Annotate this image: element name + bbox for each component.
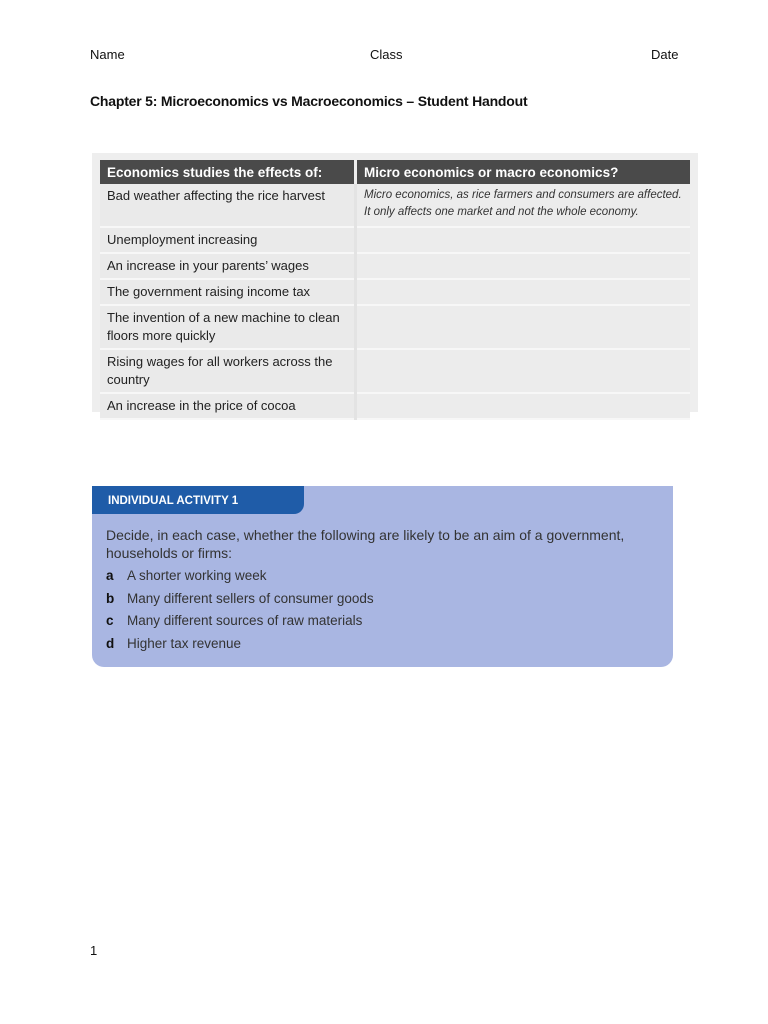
answer-cell: [356, 305, 691, 349]
individual-activity-box: [92, 486, 673, 667]
column-header-effects: Economics studies the effects of:: [100, 160, 356, 184]
answer-cell: Micro economics, as rice farmers and consumers are affected. It only affects one market and not the whole economy.: [356, 184, 691, 227]
table-row: [100, 279, 690, 305]
answer-cell: [356, 253, 691, 279]
item-text: Many different sources of raw materials: [127, 613, 363, 628]
name-label: Name: [90, 47, 125, 62]
table-row: [100, 184, 690, 227]
date-label: Date: [651, 47, 679, 62]
economics-table: [100, 160, 690, 420]
effect-cell: Bad weather affecting the rice harvest: [100, 184, 356, 227]
item-letter: d: [106, 636, 115, 651]
economics-table-image: [92, 153, 698, 412]
item-text: Higher tax revenue: [127, 636, 242, 651]
answer-cell: [356, 393, 691, 419]
activity-item: [106, 591, 374, 606]
effect-cell: An increase in the price of cocoa: [100, 393, 356, 419]
effect-cell: The government raising income tax: [100, 279, 356, 305]
activity-item: [106, 568, 267, 583]
table-row: [100, 393, 690, 419]
activity-intro: Decide, in each case, whether the following are likely to be an aim of a government, households or firms:: [106, 527, 625, 561]
item-letter: b: [106, 591, 115, 606]
activity-item: [106, 636, 241, 651]
effect-cell: An increase in your parents’ wages: [100, 253, 356, 279]
table-row: [100, 349, 690, 393]
item-text: A shorter working week: [127, 568, 267, 583]
table-header-row: [100, 160, 690, 184]
table-row: [100, 253, 690, 279]
answer-cell: [356, 349, 691, 393]
effect-cell: Unemployment increasing: [100, 227, 356, 253]
activity-title: INDIVIDUAL ACTIVITY 1: [92, 486, 304, 514]
effect-cell: Rising wages for all workers across the country: [100, 349, 356, 393]
effect-cell: The invention of a new machine to clean floors more quickly: [100, 305, 356, 349]
answer-cell: [356, 227, 691, 253]
item-letter: a: [106, 568, 114, 583]
answer-cell: [356, 279, 691, 305]
page-number: 1: [90, 943, 98, 958]
table-row: [100, 227, 690, 253]
table-row: [100, 305, 690, 349]
item-letter: c: [106, 613, 114, 628]
item-text: Many different sellers of consumer goods: [127, 591, 374, 606]
column-header-micro-macro: Micro economics or macro economics?: [356, 160, 691, 184]
class-label: Class: [370, 47, 403, 62]
activity-item: [106, 613, 362, 628]
page-title: Chapter 5: Microeconomics vs Macroeconomics – Student Handout: [90, 93, 528, 109]
